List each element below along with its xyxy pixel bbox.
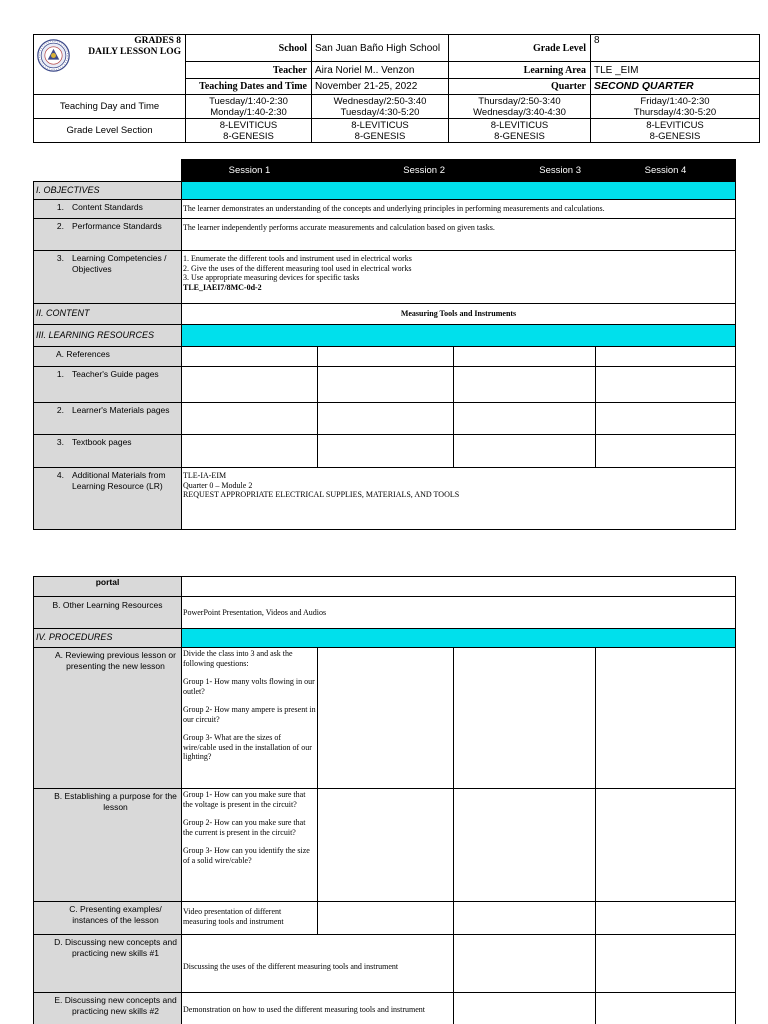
- objectives-band: [182, 182, 736, 200]
- resources-band: [182, 325, 736, 347]
- procedure-a-label: A. Reviewing previous lesson or presenting the new lesson: [34, 648, 182, 789]
- session-4-header: Session 4: [596, 160, 736, 182]
- additional-label-cell: [34, 468, 182, 530]
- procedure-a-group1: Group 1- How many volts flowing in our outlet?: [183, 677, 315, 696]
- references-s4: [596, 347, 736, 367]
- references-s3: [454, 347, 596, 367]
- section-4-line2: 8-GENESIS: [649, 130, 701, 142]
- teaching-day-label: Teaching Day and Time: [34, 95, 186, 119]
- section-2-line1: 8-LEVITICUS: [351, 119, 409, 131]
- procedure-e-s3: [454, 993, 596, 1024]
- tb-label: Textbook pages: [72, 437, 132, 447]
- content-standards-text: The learner demonstrates an understanding of the concepts and underlying principles in performing measurements and calculations.: [182, 200, 736, 219]
- lm-s1: [182, 403, 318, 435]
- session-header-blank: [34, 160, 182, 182]
- schedule-4-line1: Friday/1:40-2:30: [640, 95, 710, 107]
- lm-s2: [318, 403, 454, 435]
- portal-label: portal: [95, 577, 120, 587]
- tg-s4: [596, 367, 736, 403]
- section-3: [449, 119, 591, 143]
- schedule-4-line2: Thursday/4:30-5:20: [633, 106, 717, 118]
- references-s2: [318, 347, 454, 367]
- content-heading: II. CONTENT: [34, 304, 182, 325]
- session-3-header: Session 3: [454, 160, 596, 182]
- lm-s4: [596, 403, 736, 435]
- competencies-label-cell: [34, 251, 182, 304]
- procedure-d-label: D. Discussing new concepts and practicing new skills #1: [34, 935, 182, 993]
- tg-num: 1.: [56, 369, 64, 379]
- procedures-heading: IV. PROCEDURES: [34, 629, 182, 648]
- learning-area-value: TLE _EIM: [591, 62, 760, 79]
- tb-s1: [182, 435, 318, 468]
- tb-num: 3.: [56, 437, 64, 447]
- procedure-b-group2: Group 2- How can you make sure that the current is present in the circuit?: [183, 818, 306, 837]
- quarter-label: Quarter: [449, 79, 591, 95]
- tb-label-cell: [34, 435, 182, 468]
- dates-value: November 21-25, 2022: [312, 79, 449, 95]
- procedure-c-text: Video presentation of different measuring tools and instrument: [182, 902, 318, 935]
- header-title-log: DAILY LESSON LOG: [88, 47, 181, 57]
- additional-line-1: TLE-IA-EIM: [183, 471, 227, 480]
- competencies-num: 3.: [56, 253, 64, 263]
- section-1-line2: 8-GENESIS: [223, 130, 274, 142]
- procedure-a-group2: Group 2- How many ampere is present in our circuit?: [183, 705, 316, 724]
- procedure-a-s2: [318, 648, 454, 789]
- additional-line-3: REQUEST APPROPRIATE ELECTRICAL SUPPLIES, MATERIALS, AND TOOLS: [183, 490, 460, 499]
- schedule-2-line1: Wednesday/2:50-3:40: [333, 95, 427, 107]
- section-1-line1: 8-LEVITICUS: [219, 119, 278, 131]
- school-label: School: [186, 35, 312, 62]
- quarter-value: SECOND QUARTER: [591, 79, 760, 95]
- competency-code: TLE_IAEI7/8MC-0d-2: [183, 282, 262, 292]
- procedure-d-s4: [596, 935, 736, 993]
- content-standards-label-cell: [34, 200, 182, 219]
- schedule-1-line1: Tuesday/1:40-2:30: [209, 95, 288, 107]
- content-text: Measuring Tools and Instruments: [182, 304, 736, 325]
- teacher-label: Teacher: [186, 62, 312, 79]
- procedure-b-text: [182, 789, 318, 902]
- lm-label: Learner's Materials pages: [72, 405, 170, 415]
- procedure-a-group3: Group 3- What are the sizes of wire/cable used in the installation of our lighting?: [183, 733, 312, 761]
- tg-s2: [318, 367, 454, 403]
- section-4: [591, 119, 760, 143]
- competency-3: 3. Use appropriate measuring devices for specific tasks: [183, 273, 360, 282]
- procedure-a-intro: Divide the class into 3 and ask the following questions:: [183, 649, 293, 668]
- session-1-header: Session 1: [182, 160, 318, 182]
- tg-s3: [454, 367, 596, 403]
- schedule-3-line2: Wednesday/3:40-4:30: [473, 106, 566, 118]
- grade-level-label: Grade Level: [449, 35, 591, 62]
- tb-s4: [596, 435, 736, 468]
- procedures-band: [182, 629, 736, 648]
- procedure-c-label: C. Presenting examples/ instances of the lesson: [34, 902, 182, 935]
- header-logo-cell: [34, 35, 186, 95]
- procedure-c-s4: [596, 902, 736, 935]
- learning-area-label: Learning Area: [449, 62, 591, 79]
- portal-label-cell: [34, 577, 182, 597]
- content-standards-label: Content Standards: [72, 202, 143, 212]
- performance-num: 2.: [56, 221, 64, 231]
- section-3-line2: 8-GENESIS: [494, 130, 545, 142]
- session-2-header: Session 2: [318, 160, 454, 182]
- section-label: Grade Level Section: [34, 119, 186, 143]
- schedule-2-line2: Tuesday/4:30-5:20: [340, 106, 420, 118]
- procedure-d-s3: [454, 935, 596, 993]
- procedure-d-text: Discussing the uses of the different measuring tools and instrument: [182, 935, 454, 993]
- teacher-value: Aira Noriel M.. Venzon: [312, 62, 449, 79]
- procedure-c-s2: [318, 902, 454, 935]
- dates-label: Teaching Dates and Time: [186, 79, 312, 95]
- performance-label-cell: [34, 219, 182, 251]
- header-title: [88, 36, 181, 58]
- procedure-b-label: B. Establishing a purpose for the lesson: [34, 789, 182, 902]
- schedule-4: [591, 95, 760, 119]
- section-1: [186, 119, 312, 143]
- references-label: A. References: [34, 347, 182, 367]
- section-3-line1: 8-LEVITICUS: [490, 119, 549, 131]
- schedule-3: [449, 95, 591, 119]
- schedule-3-line1: Thursday/2:50-3:40: [478, 95, 561, 107]
- schedule-1: [186, 95, 312, 119]
- other-resources-label: B. Other Learning Resources: [34, 597, 182, 629]
- section-2: [312, 119, 449, 143]
- additional-num: 4.: [56, 470, 64, 480]
- lesson-table-part1: [33, 159, 736, 530]
- section-4-line1: 8-LEVITICUS: [646, 119, 704, 131]
- procedure-e-label: E. Discussing new concepts and practicing new skills #2: [34, 993, 182, 1024]
- procedure-b-s2: [318, 789, 454, 902]
- schedule-1-line2: Monday/1:40-2:30: [210, 106, 287, 118]
- procedure-a-s4: [596, 648, 736, 789]
- lm-num: 2.: [56, 405, 64, 415]
- lm-s3: [454, 403, 596, 435]
- tg-label-cell: [34, 367, 182, 403]
- header-table: [33, 34, 760, 143]
- procedure-a-text: [182, 648, 318, 789]
- additional-label: Additional Materials from Learning Resource (LR): [72, 470, 166, 491]
- other-resources-text: PowerPoint Presentation, Videos and Audios: [182, 597, 736, 629]
- procedure-e-s4: [596, 993, 736, 1024]
- deped-seal-icon: [37, 39, 70, 72]
- tb-s3: [454, 435, 596, 468]
- procedure-c-s3: [454, 902, 596, 935]
- content-standards-num: 1.: [56, 202, 64, 212]
- tg-label: Teacher's Guide pages: [72, 369, 159, 379]
- procedure-b-group1: Group 1- How can you make sure that the voltage is present in the circuit?: [183, 790, 306, 809]
- lm-label-cell: [34, 403, 182, 435]
- additional-text: [182, 468, 736, 530]
- school-value: San Juan Baño High School: [312, 35, 449, 62]
- grade-level-value: 8: [591, 35, 760, 62]
- procedure-b-s4: [596, 789, 736, 902]
- lesson-table-part2: [33, 576, 736, 1024]
- competency-1: 1. Enumerate the different tools and instrument used in electrical works: [183, 254, 412, 263]
- tg-s1: [182, 367, 318, 403]
- performance-label: Performance Standards: [72, 221, 162, 231]
- header-title-grade: GRADES 8: [134, 36, 181, 46]
- objectives-heading: I. OBJECTIVES: [34, 182, 182, 200]
- portal-value: [182, 577, 736, 597]
- procedure-a-s3: [454, 648, 596, 789]
- procedure-b-s3: [454, 789, 596, 902]
- competency-2: 2. Give the uses of the different measuring tool used in electrical works: [183, 263, 412, 273]
- procedure-e-text: Demonstration on how to used the different measuring tools and instrument: [182, 993, 454, 1024]
- competencies-text: [182, 251, 736, 304]
- procedure-b-group3: Group 3- How can you identify the size of a solid wire/cable?: [183, 846, 310, 865]
- resources-heading: III. LEARNING RESOURCES: [34, 325, 182, 347]
- competencies-label: Learning Competencies / Objectives: [72, 253, 167, 274]
- section-2-line2: 8-GENESIS: [354, 130, 406, 142]
- schedule-2: [312, 95, 449, 119]
- performance-text: The learner independently performs accurate measurements and calculation based on given tasks.: [182, 219, 736, 251]
- tb-s2: [318, 435, 454, 468]
- references-s1: [182, 347, 318, 367]
- additional-line-2: Quarter 0 – Module 2: [183, 480, 253, 490]
